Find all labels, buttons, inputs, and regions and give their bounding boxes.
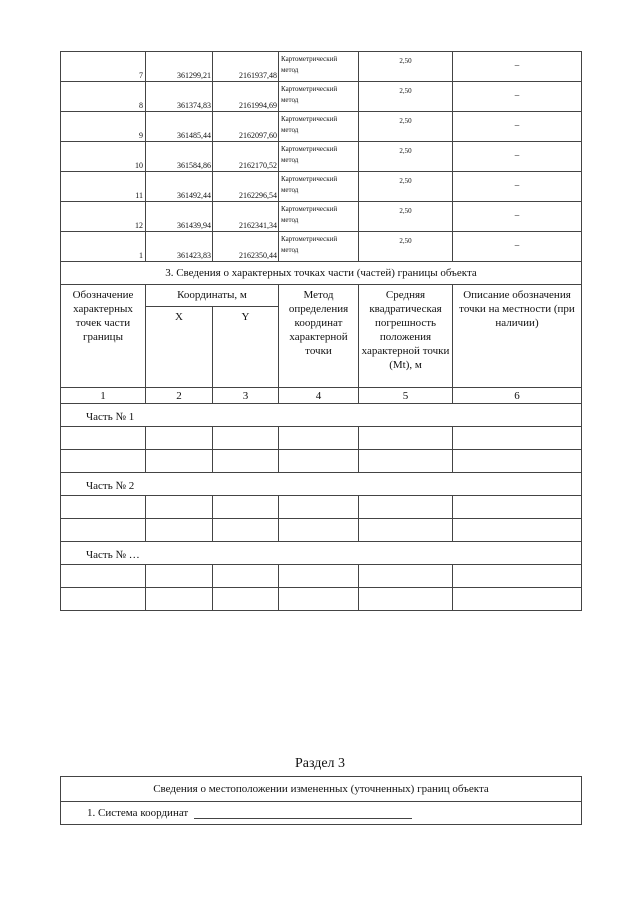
empty-cell[interactable] xyxy=(359,565,453,588)
empty-cell[interactable] xyxy=(146,496,213,519)
empty-cell[interactable] xyxy=(359,427,453,450)
method-line-1: Картометрический xyxy=(281,55,338,63)
empty-cell[interactable] xyxy=(359,519,453,542)
point-number: 11 xyxy=(61,172,146,202)
column-number: 4 xyxy=(279,388,359,404)
empty-cell[interactable] xyxy=(279,450,359,473)
point-error: 2,50 xyxy=(359,172,453,202)
point-row xyxy=(61,202,582,232)
point-description: – xyxy=(453,52,582,82)
header-y: Y xyxy=(213,307,279,388)
point-x: 361492,44 xyxy=(146,172,213,202)
method-line-1: Картометрический xyxy=(281,205,338,213)
empty-cell[interactable] xyxy=(213,450,279,473)
point-x: 361423,83 xyxy=(146,232,213,262)
empty-cell[interactable] xyxy=(453,496,582,519)
section-table xyxy=(60,776,582,825)
empty-cell[interactable] xyxy=(213,519,279,542)
header-error: Средняя квадратическая погрешность положения характерной точки (Mt), м xyxy=(359,285,453,388)
point-number: 1 xyxy=(61,232,146,262)
empty-cell[interactable] xyxy=(61,450,146,473)
point-description: – xyxy=(453,232,582,262)
empty-cell[interactable] xyxy=(453,565,582,588)
point-method xyxy=(279,232,359,262)
part-label: Часть № 1 xyxy=(61,404,582,427)
point-row xyxy=(61,232,582,262)
point-y: 2161937,48 xyxy=(213,52,279,82)
point-description: – xyxy=(453,202,582,232)
method-line-1: Картометрический xyxy=(281,85,338,93)
point-y: 2162170,52 xyxy=(213,142,279,172)
empty-cell[interactable] xyxy=(279,565,359,588)
header-method: Метод определения координат характерной точки xyxy=(279,285,359,388)
method-line-2: метод xyxy=(281,96,299,104)
point-description: – xyxy=(453,172,582,202)
method-line-2: метод xyxy=(281,216,299,224)
header-description: Описание обозначения точки на местности (при наличии) xyxy=(453,285,582,388)
point-method xyxy=(279,202,359,232)
point-error: 2,50 xyxy=(359,112,453,142)
point-y: 2162296,54 xyxy=(213,172,279,202)
point-row xyxy=(61,82,582,112)
empty-cell[interactable] xyxy=(453,588,582,611)
empty-cell[interactable] xyxy=(453,519,582,542)
point-x: 361299,21 xyxy=(146,52,213,82)
method-line-2: метод xyxy=(281,186,299,194)
point-description: – xyxy=(453,82,582,112)
empty-cell[interactable] xyxy=(453,427,582,450)
point-y: 2162097,60 xyxy=(213,112,279,142)
point-y: 2161994,69 xyxy=(213,82,279,112)
part-empty-row xyxy=(61,565,582,588)
point-method xyxy=(279,82,359,112)
point-error: 2,50 xyxy=(359,52,453,82)
empty-cell[interactable] xyxy=(213,588,279,611)
header-coords: Координаты, м xyxy=(146,285,279,307)
empty-cell[interactable] xyxy=(279,588,359,611)
point-number: 9 xyxy=(61,112,146,142)
empty-cell[interactable] xyxy=(61,588,146,611)
point-description: – xyxy=(453,142,582,172)
empty-cell[interactable] xyxy=(61,496,146,519)
point-number: 12 xyxy=(61,202,146,232)
column-number: 2 xyxy=(146,388,213,404)
razdel-title: Раздел 3 xyxy=(294,756,346,771)
part-empty-row xyxy=(61,519,582,542)
empty-cell[interactable] xyxy=(279,519,359,542)
empty-cell[interactable] xyxy=(61,565,146,588)
empty-cell[interactable] xyxy=(359,496,453,519)
part-empty-row xyxy=(61,496,582,519)
empty-cell[interactable] xyxy=(213,496,279,519)
point-error: 2,50 xyxy=(359,82,453,112)
part-label: Часть № 2 xyxy=(61,473,582,496)
method-line-2: метод xyxy=(281,246,299,254)
coordinates-table xyxy=(60,51,582,611)
point-method xyxy=(279,112,359,142)
method-line-2: метод xyxy=(281,126,299,134)
empty-cell[interactable] xyxy=(359,588,453,611)
point-x: 361485,44 xyxy=(146,112,213,142)
section-title: Сведения о местоположении измененных (уточненных) границ объекта xyxy=(61,777,582,802)
part-empty-row xyxy=(61,427,582,450)
point-method xyxy=(279,52,359,82)
point-y: 2162350,44 xyxy=(213,232,279,262)
empty-cell[interactable] xyxy=(453,450,582,473)
coord-system-field[interactable] xyxy=(194,807,412,819)
method-line-1: Картометрический xyxy=(281,235,338,243)
part-empty-row xyxy=(61,450,582,473)
method-line-1: Картометрический xyxy=(281,175,338,183)
empty-cell[interactable] xyxy=(359,450,453,473)
section3-title: 3. Сведения о характерных точках части (частей) границы объекта xyxy=(61,262,582,285)
point-error: 2,50 xyxy=(359,202,453,232)
column-numbers-row xyxy=(61,388,582,404)
header-x: X xyxy=(146,307,213,388)
point-description: – xyxy=(453,112,582,142)
part-empty-row xyxy=(61,588,582,611)
point-x: 361439,94 xyxy=(146,202,213,232)
method-line-1: Картометрический xyxy=(281,145,338,153)
empty-cell[interactable] xyxy=(61,519,146,542)
empty-cell[interactable] xyxy=(61,427,146,450)
point-row xyxy=(61,172,582,202)
column-number: 5 xyxy=(359,388,453,404)
header-designation: Обозначение характерных точек части границы xyxy=(61,285,146,388)
empty-cell[interactable] xyxy=(279,427,359,450)
coord-system-label: 1. Система координат xyxy=(87,807,189,819)
empty-cell[interactable] xyxy=(279,496,359,519)
empty-cell[interactable] xyxy=(213,427,279,450)
coord-system-row xyxy=(61,802,582,825)
part-label: Часть № … xyxy=(61,542,582,565)
empty-cell[interactable] xyxy=(146,588,213,611)
empty-cell[interactable] xyxy=(146,519,213,542)
empty-cell[interactable] xyxy=(213,565,279,588)
method-line-2: метод xyxy=(281,156,299,164)
point-method xyxy=(279,142,359,172)
point-y: 2162341,34 xyxy=(213,202,279,232)
empty-cell[interactable] xyxy=(146,427,213,450)
point-number: 7 xyxy=(61,52,146,82)
point-row xyxy=(61,112,582,142)
column-number: 3 xyxy=(213,388,279,404)
method-line-1: Картометрический xyxy=(281,115,338,123)
method-line-2: метод xyxy=(281,66,299,74)
empty-cell[interactable] xyxy=(146,450,213,473)
point-row xyxy=(61,142,582,172)
point-error: 2,50 xyxy=(359,142,453,172)
point-number: 10 xyxy=(61,142,146,172)
point-method xyxy=(279,172,359,202)
point-number: 8 xyxy=(61,82,146,112)
point-row xyxy=(61,52,582,82)
column-number: 6 xyxy=(453,388,582,404)
point-x: 361584,86 xyxy=(146,142,213,172)
point-x: 361374,83 xyxy=(146,82,213,112)
point-error: 2,50 xyxy=(359,232,453,262)
column-number: 1 xyxy=(61,388,146,404)
empty-cell[interactable] xyxy=(146,565,213,588)
